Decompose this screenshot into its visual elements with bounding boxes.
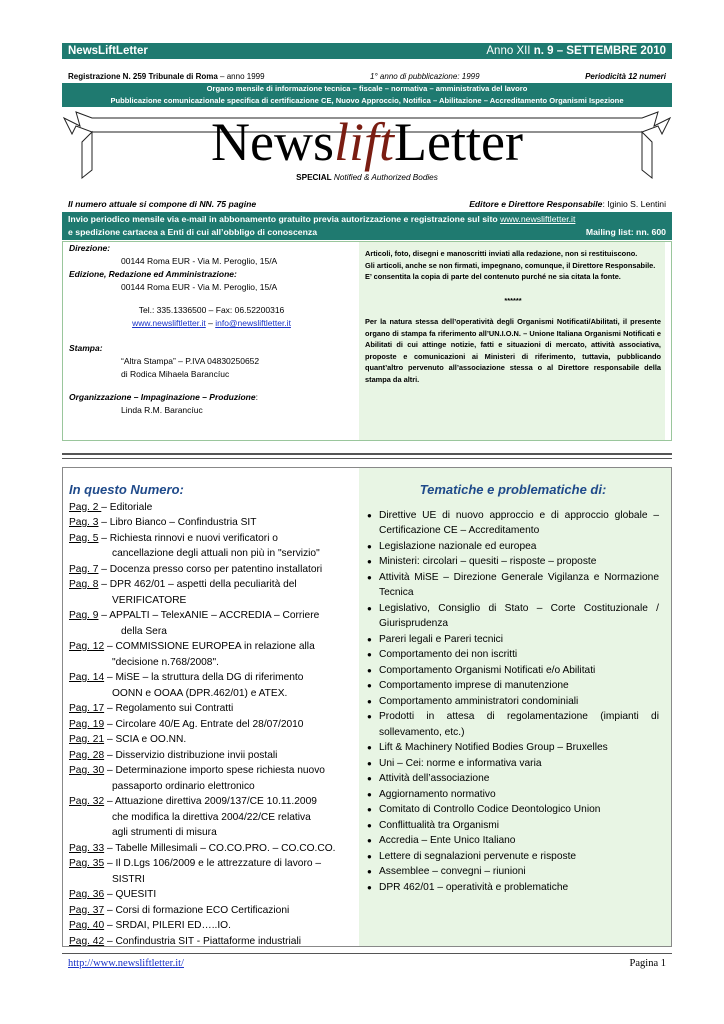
separator-stars: ******	[504, 295, 522, 305]
divider	[62, 453, 672, 455]
toc-item[interactable]	[69, 500, 354, 516]
toc-item[interactable]	[69, 701, 354, 717]
toc-page-link[interactable]: Pag. 14	[69, 672, 105, 683]
toc-page-link[interactable]: Pag. 36	[69, 889, 105, 900]
toc-item-text: – Determinazione importo spese richiesta nuovo	[104, 765, 325, 776]
editor-label: Editore e Direttore Responsabile	[469, 199, 603, 209]
theme-item: ● Lettere di segnalazioni pervenute e risposte	[367, 849, 659, 865]
subscription-link[interactable]: www.newsliftletter.it	[500, 214, 576, 224]
themes-panel	[359, 468, 671, 946]
email-link[interactable]: info@newsliftletter.it	[215, 318, 291, 328]
toc-item-continuation: SISTRI	[112, 873, 145, 885]
toc-title: In questo Numero:	[69, 482, 184, 497]
disclaimer-2: Gli articoli, anche se non firmati, impegnano, comunque, il Direttore Responsabile.	[365, 260, 656, 270]
shipping-text: e spedizione cartacea a Enti di cui all’obbligo di conoscenza	[68, 227, 318, 237]
toc-item[interactable]	[69, 608, 354, 624]
page-count: Il numero attuale si compone di NN. 75 pagine	[68, 199, 257, 209]
toc-item[interactable]	[69, 841, 354, 857]
theme-item: ● Comitato di Controllo Codice Deontologico Union	[367, 802, 659, 818]
toc-page-link[interactable]: Pag. 35	[69, 858, 105, 869]
toc-item-text: – Attuazione direttiva 2009/137/CE 10.11.2009	[104, 796, 317, 807]
issue-year: Anno XII	[486, 45, 534, 57]
toc-item-text: – APPALTI – TelexANIE – ACCREDIA – Corriere	[98, 610, 320, 621]
page-number: Pagina 1	[629, 958, 666, 969]
special-label: SPECIAL	[296, 173, 332, 182]
toc-item-text: – Il D.Lgs 106/2009 e le attrezzature di lavoro –	[104, 858, 322, 869]
masthead-news: News	[211, 112, 335, 172]
toc-item[interactable]	[69, 732, 354, 748]
editor-name: : Iginio S. Lentini	[602, 199, 666, 209]
divider	[62, 458, 672, 459]
disclaimer-column	[359, 242, 665, 440]
toc-item[interactable]	[69, 934, 354, 950]
toc-page-link[interactable]: Pag. 28	[69, 749, 105, 761]
direzione-label: Direzione:	[69, 243, 111, 253]
toc-item-text: – Regolamento sui Contratti	[104, 703, 234, 714]
toc-page-link[interactable]: Pag. 8	[69, 579, 99, 590]
theme-item: ● DPR 462/01 – operatività e problematiche	[367, 880, 659, 896]
toc-item[interactable]	[69, 856, 354, 872]
header-bar	[62, 43, 672, 59]
theme-item: ● Comportamento dei non iscritti	[367, 647, 659, 663]
toc-item[interactable]	[69, 562, 354, 578]
publication-line-2: Pubblicazione comunicazionale specifica di certificazione CE, Nuovo Approccio, Notifica – Abilitazione – Accreditamento Organismi Ispezione	[110, 95, 624, 105]
disclaimer-4: Per la natura stessa dell’operatività degli Organismi Notificati/Abilitati, il presente organo di stampa fa riferimento all’UN.I.O.N. – Unione Italiana Organismi Notificati e Abilitati di cui attinge notizie, fatti e situazioni di mercato, attività associativa, proposte e comunicazioni ai Ministeri di riferimento, tuttavia, pubblicando quant’altro pervenuto all’associazione stessa o al Direttore responsabile della stampa da altri.	[365, 317, 661, 384]
toc-item-text: – Libro Bianco – Confindustria SIT	[98, 517, 257, 528]
theme-item: ● Legislativo, Consiglio di Stato – Corte Costituzionale / Giurisprudenza	[367, 601, 659, 632]
toc-page-link[interactable]: Pag. 32	[69, 796, 105, 807]
publication-description	[62, 83, 672, 107]
toc-item-text: – Corsi di formazione ECO Certificazioni	[104, 904, 290, 916]
toc-item-text: – QUESITI	[104, 889, 157, 900]
toc-item-text: – Editoriale	[101, 501, 153, 513]
toc-item[interactable]	[69, 531, 354, 547]
toc-page-link[interactable]: Pag. 17	[69, 703, 105, 714]
toc-item-text: – Richiesta rinnovi e nuovi verificatori o	[98, 532, 278, 544]
toc-page-link[interactable]: Pag. 2	[69, 501, 102, 513]
toc-item[interactable]	[69, 748, 354, 764]
toc-page-link[interactable]: Pag. 33	[69, 842, 105, 854]
toc-item-continuation: cancellazione degli attuali non più in "servizio"	[112, 548, 320, 559]
toc-item-text: – DPR 462/01 – aspetti della peculiarità del	[98, 579, 297, 590]
toc-item-text: – COMMISSIONE EUROPEA in relazione alla	[104, 641, 315, 652]
toc-item[interactable]	[69, 918, 354, 934]
info-box	[62, 241, 672, 441]
masthead-title	[62, 112, 672, 172]
toc-page-link[interactable]: Pag. 9	[69, 610, 99, 621]
toc-item-continuation: della Sera	[121, 625, 167, 637]
registration-bold: Registrazione N. 259 Tribunale di Roma	[68, 71, 218, 81]
direzione-address: 00144 Roma EUR - Via M. Peroglio, 15/A	[121, 256, 278, 266]
toc-item-text: – SRDAI, PILERI ED…..IO.	[104, 920, 231, 931]
issue-number: n. 9 – SETTEMBRE 2010	[533, 45, 666, 57]
toc-item-continuation: passaporto ordinario elettronico	[112, 780, 255, 792]
theme-item: ● Attività dell’associazione	[367, 771, 659, 787]
themes-list	[367, 508, 659, 896]
toc-item-continuation: agli strumenti di misura	[112, 827, 217, 838]
edizione-address: 00144 Roma EUR - Via M. Peroglio, 15/A	[121, 282, 278, 292]
editor-info	[469, 199, 666, 209]
subscription-line-2	[68, 226, 666, 239]
toc-list	[69, 500, 354, 950]
link-separator: –	[205, 318, 216, 328]
footer-url[interactable]: http://www.newsliftletter.it/	[68, 958, 184, 969]
special-subtitle	[62, 173, 672, 182]
theme-item: ● Uni – Cei: norme e informativa varia	[367, 756, 659, 772]
theme-item: ● Prodotti in attesa di regolamentazione (impianti di sollevamento, etc.)	[367, 709, 659, 740]
subscription-line-1	[68, 213, 666, 226]
issue-info	[486, 45, 666, 57]
toc-item-text: – Confindustria SIT - Piattaforme industriali	[104, 935, 301, 947]
toc-item-continuation: "decisione n.768/2008".	[112, 656, 219, 668]
theme-item: ● Ministeri: circolari – quesiti – risposte – proposte	[367, 554, 659, 570]
toc-item-text: – Disservizio distribuzione invii postali	[104, 749, 278, 761]
toc-item[interactable]	[69, 794, 354, 810]
registration-year: – anno 1999	[217, 71, 265, 81]
org-line	[69, 391, 354, 404]
toc-item[interactable]	[69, 887, 354, 903]
toc-item-text: – Tabelle Millesimali – CO.CO.PRO. – CO.CO.CO.	[104, 842, 336, 854]
theme-item: ● Comportamento Organismi Notificati e/o Abilitati	[367, 663, 659, 679]
contents-box	[62, 467, 672, 947]
toc-item-text: – Docenza presso corso per patentino installatori	[98, 563, 323, 575]
theme-item: ● Attività MiSE – Direzione Generale Vigilanza e Normazione Tecnica	[367, 570, 659, 601]
theme-item: ● Accredia – Ente Unico Italiano	[367, 833, 659, 849]
toc-item[interactable]	[69, 717, 354, 733]
theme-item: ● Comportamento imprese di manutenzione	[367, 678, 659, 694]
site-link[interactable]: www.newsliftletter.it	[132, 318, 206, 328]
toc-item[interactable]	[69, 639, 354, 655]
stampa-line-2: di Rodica Mihaela Barancíuc	[121, 369, 230, 379]
toc-item[interactable]	[69, 763, 354, 779]
toc-page-link[interactable]: Pag. 5	[69, 532, 99, 544]
toc-item-continuation: che modifica la direttiva 2004/22/CE relativa	[112, 811, 311, 823]
number-line	[62, 197, 672, 211]
theme-item: ● Lift & Machinery Notified Bodies Group – Bruxelles	[367, 740, 659, 756]
masthead-lift: lift	[334, 112, 395, 172]
publication-line-1: Organo mensile di informazione tecnica – fiscale – normativa – amministrativa del lavoro	[206, 84, 528, 93]
toc-item-text: – Circolare 40/E Ag. Entrate del 28/07/2010	[104, 718, 304, 730]
toc-item[interactable]	[69, 670, 354, 686]
toc-page-link[interactable]: Pag. 7	[69, 563, 99, 575]
stampa-label: Stampa:	[69, 343, 103, 353]
disclaimer-1: Articoli, foto, disegni e manoscritti inviati alla redazione, non si restituiscono.	[365, 249, 638, 258]
theme-item: ● Assemblee – convegni – riunioni	[367, 864, 659, 880]
registration-text	[68, 72, 265, 81]
theme-item: ● Aggiornamento normativo	[367, 787, 659, 803]
subscription-info	[62, 212, 672, 240]
special-text: Notified & Authorized Bodies	[331, 173, 438, 182]
theme-item: ● Conflittualità tra Organismi	[367, 818, 659, 834]
theme-item: ● Comportamento amministratori condominiali	[367, 694, 659, 710]
org-name: Linda R.M. Barancíuc	[121, 405, 203, 415]
masthead-letter: Letter	[394, 112, 523, 172]
theme-item: ● Legislazione nazionale ed europea	[367, 539, 659, 555]
org-colon: :	[255, 392, 258, 402]
mailing-list: Mailing list: nn. 600	[585, 227, 666, 237]
first-year: 1° anno di pubblicazione: 1999	[370, 71, 480, 81]
contacts-column	[69, 242, 354, 417]
toc-page-link[interactable]: Pag. 37	[69, 904, 105, 916]
toc-item-text: – SCIA e OO.NN.	[104, 734, 187, 745]
stampa-line-1: “Altra Stampa” – P.IVA 04830250652	[121, 356, 260, 366]
newsletter-title: NewsLiftLetter	[68, 45, 148, 57]
toc-page-link[interactable]: Pag. 30	[69, 765, 105, 776]
toc-page-link[interactable]: Pag. 40	[69, 920, 105, 931]
phone-fax: Tel.: 335.1336500 – Fax: 06.52200316	[138, 305, 285, 315]
toc-item-continuation: OONN e OOAA (DPR.462/01) e ATEX.	[112, 687, 288, 699]
periodicity: Periodicità 12 numeri	[585, 71, 666, 81]
toc-page-link[interactable]: Pag. 42	[69, 935, 105, 947]
contact-links	[69, 317, 354, 330]
toc-page-link[interactable]: Pag. 3	[69, 517, 99, 528]
registration-line	[62, 70, 672, 82]
theme-item: ● Direttive UE di nuovo approccio e di approccio globale – Certificazione CE – Accreditamento	[367, 508, 659, 539]
disclaimer-3: E’ consentita la copia di parte del contenuto purché ne sia citata la fonte.	[365, 272, 621, 281]
subscription-text: Invio periodico mensile via e-mail in abbonamento gratuito previa autorizzazione e registrazione sul sito	[68, 214, 501, 224]
themes-title: Tematiche e problematiche di:	[419, 482, 607, 497]
toc-page-link[interactable]: Pag. 12	[69, 641, 105, 652]
theme-item: ● Pareri legali e Pareri tecnici	[367, 632, 659, 648]
org-label: Organizzazione – Impaginazione – Produzione	[69, 392, 256, 402]
toc-page-link[interactable]: Pag. 21	[69, 734, 105, 745]
footer	[62, 953, 672, 973]
edizione-label: Edizione, Redazione ed Amministrazione:	[69, 269, 237, 279]
toc-item-continuation: VERIFICATORE	[112, 594, 187, 606]
toc-item-text: – MiSE – la struttura della DG di riferimento	[104, 672, 304, 683]
toc-page-link[interactable]: Pag. 19	[69, 718, 105, 730]
toc	[69, 482, 354, 949]
toc-item[interactable]	[69, 577, 354, 593]
toc-item[interactable]	[69, 903, 354, 919]
toc-item[interactable]	[69, 515, 354, 531]
